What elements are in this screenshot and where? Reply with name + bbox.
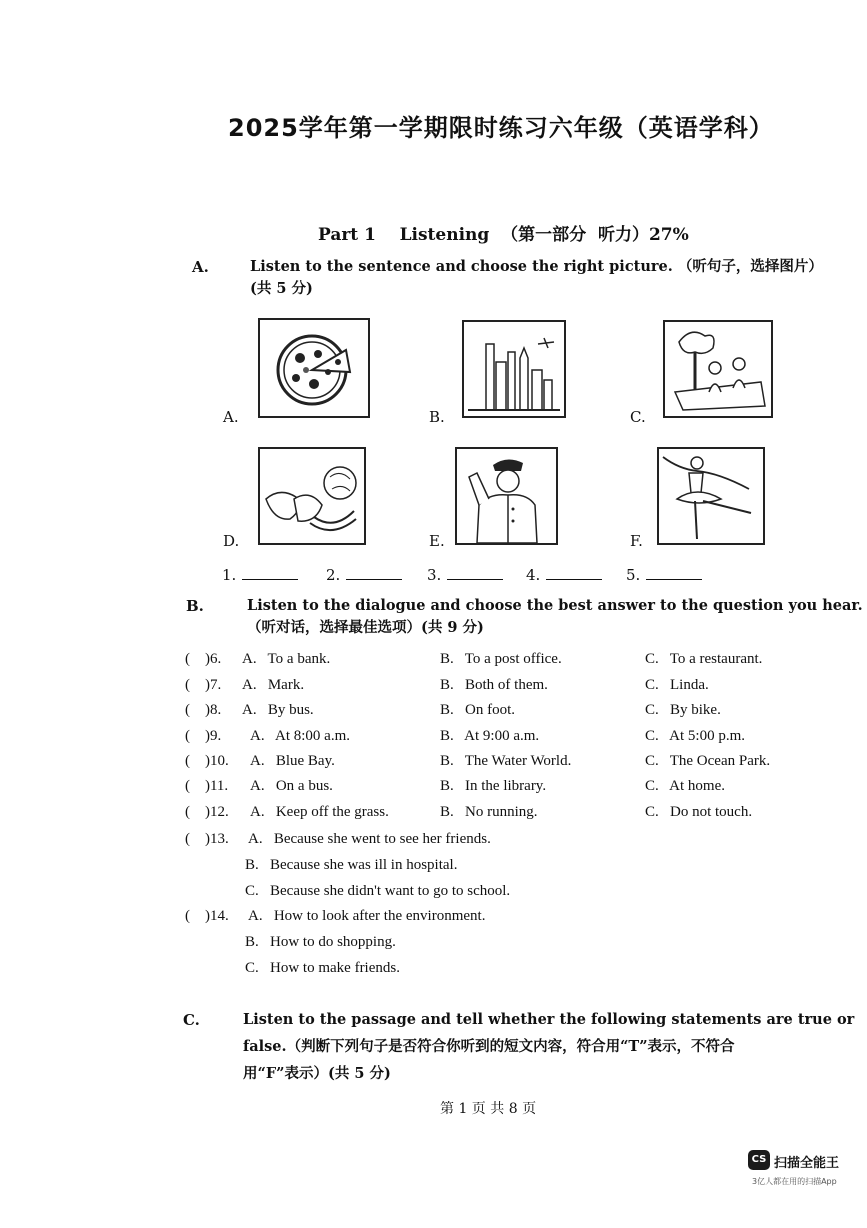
blank-1-label: 1. [222, 566, 237, 584]
question-11-option-a: A. On a bus. [250, 778, 333, 794]
section-c-instruction-line3: 用“F”表示）(共 5 分) [243, 1065, 391, 1082]
watermark-subtitle: 3亿人都在用的扫描App [752, 1177, 837, 1186]
picture-label-e: E. [429, 532, 445, 550]
picture-label-d: D. [223, 532, 240, 550]
pizza-icon [258, 318, 370, 418]
question-6-option-c: C. To a restaurant. [645, 651, 763, 667]
question-7-option-b: B. Both of them. [440, 677, 548, 693]
question-10-number[interactable]: ( )10. [185, 753, 229, 769]
watermark-brand: 扫描全能王 [774, 1156, 840, 1171]
question-9-option-c: C. At 5:00 p.m. [645, 728, 746, 744]
blank-5-label: 5. [626, 566, 641, 584]
section-a-letter: A. [192, 258, 209, 276]
question-11-number[interactable]: ( )11. [185, 778, 229, 794]
question-9-option-b: B. At 9:00 a.m. [440, 728, 540, 744]
question-13-option-a: A. Because she went to see her friends. [248, 831, 491, 847]
picture-label-f: F. [630, 532, 643, 550]
picture-label-a: A. [223, 408, 239, 426]
blank-4[interactable] [526, 566, 602, 584]
question-12-option-c: C. Do not touch. [645, 804, 753, 820]
question-10-option-a: A. Blue Bay. [250, 753, 335, 769]
fruit-vegetables-icon [258, 447, 366, 545]
part1-heading: Part 1 Listening （第一部分 听力）27% [318, 225, 689, 245]
picture-label-c: C. [630, 408, 646, 426]
camscanner-logo-icon: CS [748, 1150, 770, 1170]
question-14-number[interactable]: ( )14. [185, 908, 229, 924]
question-8-option-c: C. By bike. [645, 702, 721, 718]
question-14-option-a: A. How to look after the environment. [248, 908, 486, 924]
question-10-option-b: B. The Water World. [440, 753, 572, 769]
picnic-icon [663, 320, 773, 418]
police-officer-icon [455, 447, 558, 545]
section-b-letter: B. [186, 597, 204, 615]
section-c-instruction [243, 1006, 854, 1087]
question-7-number[interactable]: ( )7. [185, 677, 222, 693]
city-skyline-icon [462, 320, 566, 418]
section-c-letter: C. [183, 1011, 200, 1029]
question-8-option-a: A. By bus. [242, 702, 314, 718]
question-11-option-b: B. In the library. [440, 778, 547, 794]
question-11-option-c: C. At home. [645, 778, 726, 794]
question-6-option-b: B. To a post office. [440, 651, 562, 667]
ballet-dancer-icon [657, 447, 765, 545]
question-8-number[interactable]: ( )8. [185, 702, 222, 718]
page-title: 2025学年第一学期限时练习六年级（英语学科） [228, 114, 774, 142]
question-10-option-c: C. The Ocean Park. [645, 753, 771, 769]
section-b-instruction [247, 595, 863, 639]
section-a-instruction-line2: (共 5 分) [250, 280, 313, 297]
section-a-instruction-line1: Listen to the sentence and choose the right picture. （听句子，选择图片） [250, 258, 823, 275]
section-a-instruction [250, 256, 823, 300]
question-14-option-c: C. How to make friends. [245, 960, 400, 976]
section-c-instruction-line1: Listen to the passage and tell whether the following statements are true or [243, 1011, 855, 1028]
blank-5[interactable] [626, 566, 702, 584]
question-12-option-b: B. No running. [440, 804, 538, 820]
question-14-option-b: B. How to do shopping. [245, 934, 396, 950]
question-7-option-a: A. Mark. [242, 677, 305, 693]
question-9-option-a: A. At 8:00 a.m. [250, 728, 350, 744]
blank-4-label: 4. [526, 566, 541, 584]
question-12-number[interactable]: ( )12. [185, 804, 229, 820]
page-number: 第 1 页 共 8 页 [440, 1101, 537, 1117]
question-13-option-b: B. Because she was ill in hospital. [245, 857, 458, 873]
question-12-option-a: A. Keep off the grass. [250, 804, 389, 820]
blank-1[interactable] [222, 566, 298, 584]
question-13-number[interactable]: ( )13. [185, 831, 229, 847]
question-13-option-c: C. Because she didn't want to go to school. [245, 883, 511, 899]
blank-2[interactable] [326, 566, 402, 584]
section-b-instruction-line2: （听对话，选择最佳选项）(共 9 分) [247, 619, 484, 636]
question-6-option-a: A. To a bank. [242, 651, 331, 667]
section-c-instruction-line2: false.（判断下列句子是否符合你听到的短文内容，符合用“T”表示，不符合 [243, 1038, 735, 1055]
blank-3-label: 3. [427, 566, 442, 584]
blank-3[interactable] [427, 566, 503, 584]
picture-label-b: B. [429, 408, 445, 426]
question-6-number[interactable]: ( )6. [185, 651, 222, 667]
question-7-option-c: C. Linda. [645, 677, 709, 693]
section-b-instruction-line1: Listen to the dialogue and choose the best answer to the question you hear. [247, 597, 863, 614]
blank-2-label: 2. [326, 566, 341, 584]
question-8-option-b: B. On foot. [440, 702, 515, 718]
question-9-number[interactable]: ( )9. [185, 728, 222, 744]
